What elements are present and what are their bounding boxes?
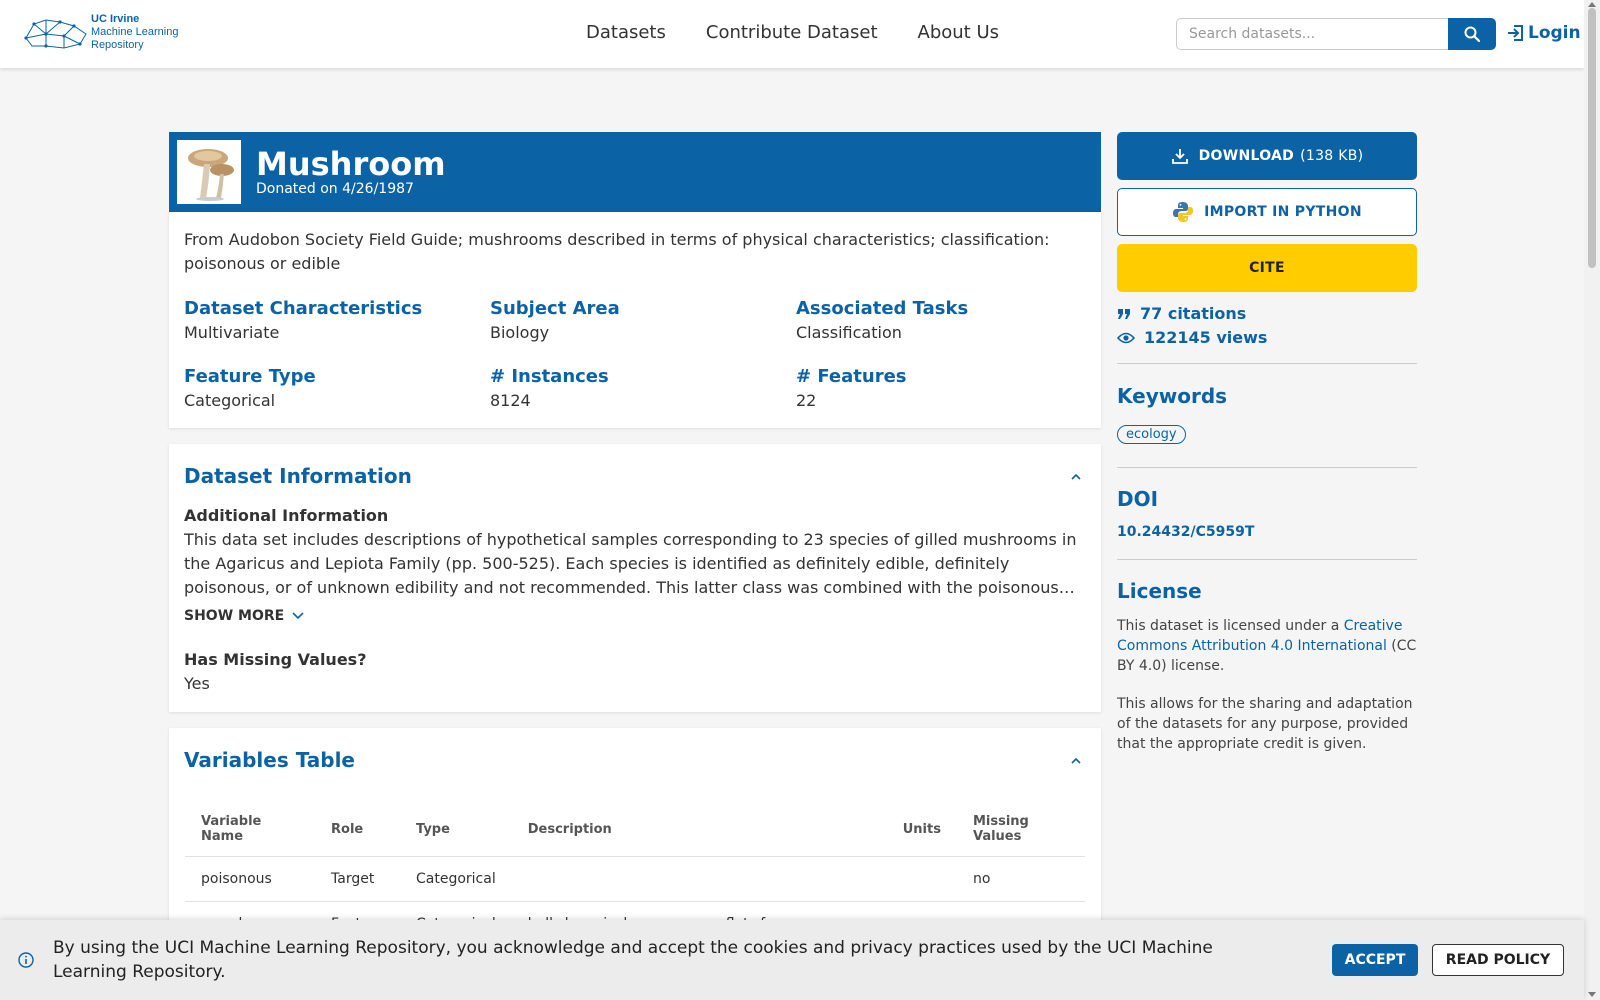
col-description[interactable]: Description bbox=[512, 800, 887, 857]
cite-button[interactable] bbox=[1117, 244, 1417, 292]
nav-contribute-dataset[interactable]: Contribute Dataset bbox=[705, 22, 878, 43]
meta-label: # Instances bbox=[490, 366, 609, 387]
dataset-information-section bbox=[169, 444, 1101, 712]
dataset-summary: From Audobon Society Field Guide; mushrooms described in terms of physical characteristics; classification: poisonous or edible bbox=[184, 230, 1050, 273]
meta-features bbox=[796, 366, 907, 410]
citations-count[interactable] bbox=[1117, 304, 1246, 323]
meta-label: Dataset Characteristics bbox=[184, 298, 423, 319]
top-navbar bbox=[0, 0, 1584, 68]
cell-description bbox=[512, 857, 887, 902]
meta-dataset-characteristics bbox=[184, 298, 422, 342]
login-label: Login bbox=[1528, 23, 1581, 43]
meta-value: Categorical bbox=[184, 391, 276, 410]
meta-label: # Features bbox=[796, 366, 907, 387]
cite-label: CITE bbox=[1249, 260, 1285, 276]
donated-date: Donated on 4/26/1987 bbox=[256, 181, 414, 197]
meta-associated-tasks bbox=[796, 298, 968, 342]
meta-label: Feature Type bbox=[184, 366, 316, 387]
sidebar-divider bbox=[1117, 559, 1417, 560]
col-type[interactable]: Type bbox=[400, 800, 512, 857]
additional-information-heading: Additional Information bbox=[184, 506, 389, 525]
sidebar-divider bbox=[1117, 467, 1417, 468]
col-variable-name[interactable]: Variable Name bbox=[185, 800, 315, 857]
nav-about-us[interactable]: About Us bbox=[917, 22, 999, 43]
show-more-button[interactable] bbox=[184, 608, 304, 624]
license-pre: This dataset is licensed under a bbox=[1117, 618, 1344, 634]
python-icon bbox=[1172, 201, 1194, 223]
search-input[interactable] bbox=[1176, 18, 1450, 50]
section-title-dataset-information[interactable]: Dataset Information bbox=[184, 464, 412, 488]
cookie-banner bbox=[0, 920, 1584, 1000]
page-scrollbar[interactable] bbox=[1584, 0, 1600, 1000]
scroll-thumb[interactable] bbox=[1588, 8, 1596, 268]
show-more-label: SHOW MORE bbox=[184, 608, 285, 624]
uci-logo[interactable] bbox=[24, 13, 178, 52]
collapse-chevron-icon[interactable] bbox=[1071, 472, 1081, 482]
meta-value: Multivariate bbox=[184, 323, 280, 342]
sidebar-divider bbox=[1117, 363, 1417, 364]
license-note: This allows for the sharing and adaptation of the datasets for any purpose, provided that the appropriate credit is given. bbox=[1117, 696, 1413, 752]
eye-icon bbox=[1117, 332, 1135, 344]
collapse-chevron-icon[interactable] bbox=[1071, 756, 1081, 766]
meta-label: Subject Area bbox=[490, 298, 620, 319]
logo-line-3: Repository bbox=[91, 39, 144, 51]
cell-type: Categorical bbox=[400, 857, 512, 902]
citations-label: 77 citations bbox=[1140, 304, 1247, 323]
col-missing-values[interactable]: Missing Values bbox=[957, 800, 1085, 857]
meta-value: 8124 bbox=[490, 391, 531, 410]
quote-icon bbox=[1117, 308, 1131, 320]
section-title-variables-table[interactable]: Variables Table bbox=[184, 748, 355, 772]
accept-button[interactable]: ACCEPT bbox=[1332, 944, 1418, 976]
dataset-thumbnail bbox=[177, 140, 241, 204]
license-link[interactable]: Creative Commons Attribution 4.0 International bbox=[1117, 618, 1403, 654]
cell-role: Target bbox=[315, 857, 400, 902]
meta-instances bbox=[490, 366, 609, 410]
import-in-python-label: IMPORT IN PYTHON bbox=[1204, 204, 1362, 220]
doi-heading: DOI bbox=[1117, 487, 1159, 511]
views-count bbox=[1117, 328, 1267, 347]
chevron-down-icon bbox=[292, 612, 304, 620]
keywords-heading: Keywords bbox=[1117, 384, 1228, 408]
keyword-tag[interactable]: ecology bbox=[1117, 425, 1186, 444]
table-header-row bbox=[185, 800, 1085, 857]
cell-missing: no bbox=[957, 857, 1085, 902]
cell-units bbox=[887, 857, 957, 902]
meta-value: 22 bbox=[796, 391, 817, 410]
cell-variable-name: poisonous bbox=[185, 857, 315, 902]
license-text bbox=[1117, 616, 1417, 676]
page-title: Mushroom bbox=[256, 145, 446, 183]
additional-information-text: This data set includes descriptions of hypothetical samples corresponding to 23 species of gilled mushrooms in the Agaricus and Lepiota Family (pp. 500-525). Each species is identified as definitely edible, definitely poisonous, or of unknown edibility and not recommended. This latter class was combined with the poisonous… bbox=[184, 530, 1077, 597]
main-nav bbox=[586, 22, 999, 43]
login-icon bbox=[1506, 23, 1526, 43]
scroll-down-arrow[interactable] bbox=[1588, 992, 1596, 997]
meta-feature-type bbox=[184, 366, 316, 410]
network-logo-icon bbox=[24, 16, 88, 50]
views-label: 122145 views bbox=[1144, 328, 1268, 347]
read-policy-button[interactable]: READ POLICY bbox=[1432, 944, 1564, 976]
col-role[interactable]: Role bbox=[315, 800, 400, 857]
doi-link[interactable]: 10.24432/C5959T bbox=[1117, 524, 1255, 540]
col-units[interactable]: Units bbox=[887, 800, 957, 857]
import-in-python-button[interactable] bbox=[1117, 188, 1417, 236]
mushroom-image bbox=[182, 142, 236, 202]
missing-values-heading: Has Missing Values? bbox=[184, 650, 367, 669]
logo-line-2: Machine Learning bbox=[91, 26, 179, 38]
logo-text bbox=[91, 13, 178, 52]
search-button[interactable] bbox=[1448, 18, 1496, 50]
license-post: (CC BY 4.0) license. bbox=[1117, 638, 1417, 674]
login-link[interactable] bbox=[1506, 23, 1581, 43]
meta-subject-area bbox=[490, 298, 620, 342]
meta-value: Biology bbox=[490, 323, 550, 342]
scroll-up-arrow[interactable] bbox=[1588, 2, 1596, 7]
dataset-header bbox=[169, 132, 1101, 212]
meta-value: Classification bbox=[796, 323, 902, 342]
download-button[interactable] bbox=[1117, 132, 1417, 180]
download-size: (138 KB) bbox=[1300, 148, 1364, 164]
cookie-text: By using the UCI Machine Learning Repository, you acknowledge and accept the cookies and privacy practices used by the UCI Machine Learning Repository. bbox=[53, 938, 1213, 982]
table-row bbox=[185, 857, 1085, 902]
search-icon bbox=[1464, 26, 1480, 42]
download-icon bbox=[1171, 147, 1189, 165]
info-icon bbox=[18, 952, 34, 968]
missing-values-value: Yes bbox=[184, 674, 210, 693]
dataset-summary-card bbox=[169, 212, 1101, 428]
download-label: DOWNLOAD bbox=[1198, 148, 1295, 164]
meta-label: Associated Tasks bbox=[796, 298, 969, 319]
nav-datasets[interactable]: Datasets bbox=[586, 22, 666, 43]
logo-line-1: UC Irvine bbox=[91, 13, 140, 25]
license-heading: License bbox=[1117, 579, 1202, 603]
